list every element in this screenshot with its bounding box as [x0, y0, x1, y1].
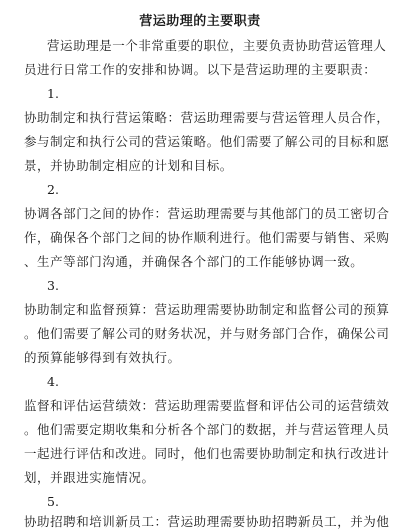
item-4-line-1: 监督和评估运营绩效：营运助理需要监督和评估公司的运营绩效 — [24, 398, 390, 413]
intro-line-2: 员进行日常工作的安排和协调。以下是营运助理的主要职责： — [24, 62, 377, 77]
item-number-1: 1. — [47, 86, 59, 101]
item-3-line-3: 的预算能够得到有效执行。 — [24, 350, 181, 365]
intro-line-1: 营运助理是一个非常重要的职位，主要负责协助营运管理人 — [47, 38, 387, 53]
item-number-4: 4. — [47, 374, 59, 389]
item-1-line-1: 协助制定和执行营运策略：营运助理需要与营运管理人员合作， — [24, 110, 390, 125]
item-number-2: 2. — [47, 182, 59, 197]
item-3-line-2: 。他们需要了解公司的财务状况，并与财务部门合作，确保公司 — [24, 326, 390, 341]
item-2-line-3: 、生产等部门沟通，并确保各个部门的工作能够协调一致。 — [24, 254, 364, 269]
item-5-line-1: 协助招聘和培训新员工：营运助理需要协助招聘新员工，并为他 — [24, 514, 390, 529]
item-number-3: 3. — [47, 278, 59, 293]
item-2-line-2: 作，确保各个部门之间的协作顺利进行。他们需要与销售、采购 — [24, 230, 390, 245]
document-title: 营运助理的主要职责 — [139, 14, 261, 29]
item-2-line-1: 协调各部门之间的协作：营运助理需要与其他部门的员工密切合 — [24, 206, 390, 221]
item-number-5: 5. — [47, 494, 59, 509]
item-4-line-3: 一起进行评估和改进。同时，他们也需要协助制定和执行改进计 — [24, 446, 390, 461]
item-1-line-3: 景，并协助制定相应的计划和目标。 — [24, 158, 233, 173]
item-4-line-2: 。他们需要定期收集和分析各个部门的数据，并与营运管理人员 — [24, 422, 390, 437]
item-3-line-1: 协助制定和监督预算：营运助理需要协助制定和监督公司的预算 — [24, 302, 390, 317]
item-4-line-4: 划，并跟进实施情况。 — [24, 470, 155, 485]
item-1-line-2: 参与制定和执行公司的营运策略。他们需要了解公司的目标和愿 — [24, 134, 390, 149]
